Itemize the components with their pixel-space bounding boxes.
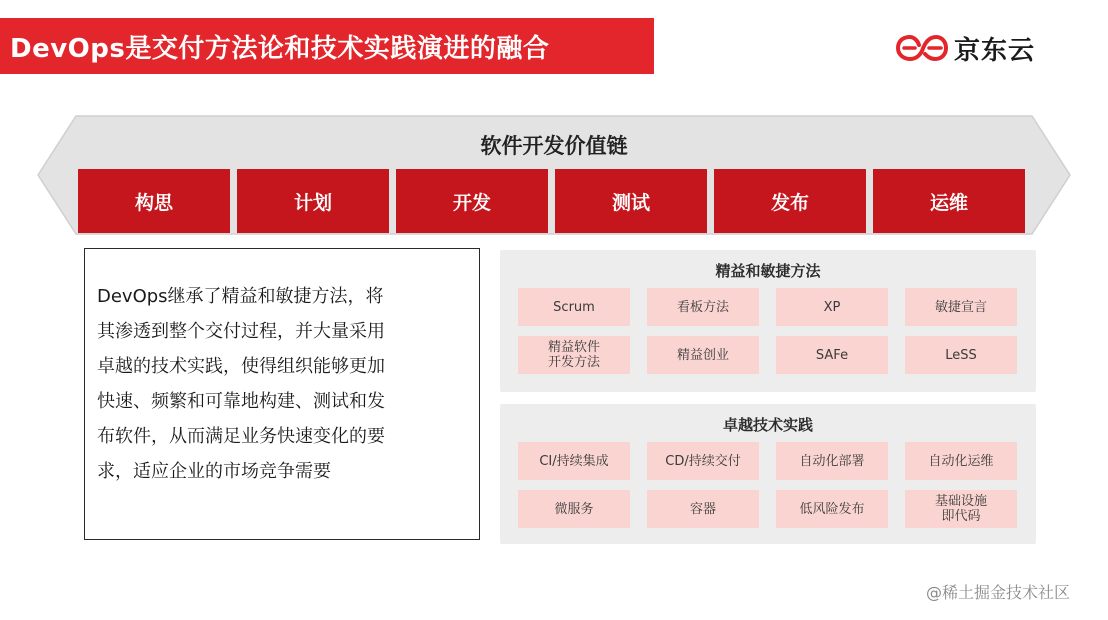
method-chip-label: LeSS [945, 347, 977, 363]
method-chip-label: 开发方法 [547, 355, 600, 370]
practice-chip [776, 490, 888, 528]
tech-practices-title: 卓越技术实践 [722, 416, 813, 434]
practice-chip [518, 490, 630, 528]
brand-logo [896, 28, 1035, 68]
stage-development: 开发 [396, 169, 548, 233]
practice-chip [905, 490, 1017, 528]
method-chip-label: 精益创业 [676, 347, 729, 363]
practice-chip-label: CI/持续集成 [539, 453, 609, 469]
method-chip [518, 336, 630, 374]
page-title: DevOps是交付方法论和技术实践演进的融合 [10, 33, 550, 64]
description-line: DevOps继承了精益和敏捷方法，将 [97, 286, 384, 307]
practice-chip [518, 442, 630, 480]
practice-chip [776, 442, 888, 480]
method-chip-label: 精益软件 [547, 340, 600, 355]
description-line: 其渗透到整个交付过程，并大量采用 [97, 321, 385, 342]
stage-planning: 计划 [237, 169, 389, 233]
method-chip [905, 336, 1017, 374]
method-chip [518, 288, 630, 326]
stage-release: 发布 [714, 169, 866, 233]
stage-testing: 测试 [555, 169, 707, 233]
description-box [84, 248, 480, 540]
title-bar [0, 18, 654, 74]
value-chain-title: 软件开发价值链 [480, 134, 628, 158]
watermark: @稀土掘金技术社区 [926, 583, 1071, 602]
stage-operations: 运维 [873, 169, 1025, 233]
method-chip-label: 看板方法 [676, 299, 729, 315]
practice-chip-label: 基础设施 [934, 494, 987, 509]
description-line: 快速、频繁和可靠地构建、测试和发 [97, 391, 385, 412]
method-chip-label: 敏捷宣言 [934, 299, 987, 315]
practice-chip-label: 低风险发布 [799, 501, 865, 517]
method-chip-label: XP [823, 299, 841, 315]
practice-chip-label: 容器 [689, 501, 716, 517]
practice-chip-label: CD/持续交付 [665, 453, 741, 469]
method-chip-label: SAFe [815, 347, 849, 363]
method-chip [647, 288, 759, 326]
stage-ideation: 构思 [78, 169, 230, 233]
practice-chip-label: 自动化运维 [928, 453, 994, 469]
method-chip [776, 336, 888, 374]
practice-chip-label: 微服务 [554, 501, 594, 517]
practice-chip-label: 自动化部署 [799, 453, 865, 469]
method-chip [647, 336, 759, 374]
description-line: 卓越的技术实践，使得组织能够更加 [97, 356, 385, 377]
method-chip-label: Scrum [553, 299, 595, 315]
method-chip [776, 288, 888, 326]
practice-chip [647, 442, 759, 480]
practice-chip [905, 442, 1017, 480]
practice-chip [647, 490, 759, 528]
lean-agile-panel [500, 250, 1036, 392]
lean-agile-title: 精益和敏捷方法 [715, 262, 821, 280]
method-chip [905, 288, 1017, 326]
description-line: 布软件，从而满足业务快速变化的要 [97, 426, 385, 447]
logo-text: 京东云 [954, 35, 1036, 66]
tech-practices-panel [500, 404, 1036, 544]
description-line: 求，适应企业的市场竞争需要 [97, 461, 331, 482]
jd-cloud-logo-icon [896, 33, 948, 63]
practice-chip-label: 即代码 [941, 509, 981, 524]
